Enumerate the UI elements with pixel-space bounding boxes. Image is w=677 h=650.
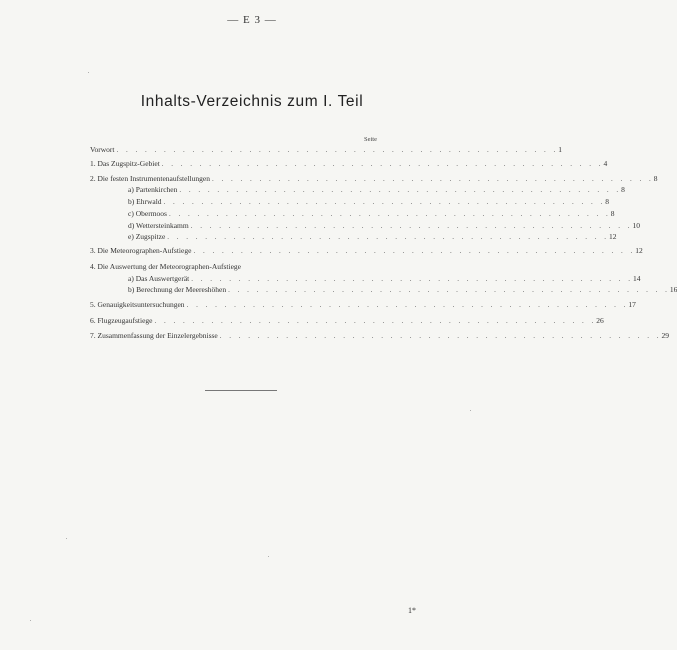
- toc-entry: [90, 245, 643, 257]
- toc-entry-label: Vorwort: [90, 145, 115, 154]
- scan-speck: [66, 538, 67, 539]
- toc-dot-leader: . . . . . . . . . . . . . . . . . . . . . . . . . . . . . . . . . . . . . . . . . . . . . . .: [167, 233, 610, 241]
- toc-dot-leader: . . . . . . . . . . . . . . . . . . . . . . . . . . . . . . . . . . . . . . . . . . . . . . .: [168, 210, 611, 218]
- toc-entry-label: b) Ehrwald: [128, 197, 162, 206]
- toc-entry-page: 12: [635, 246, 643, 255]
- toc-entry-page: 14: [632, 274, 641, 283]
- toc-entry-label: 3. Die Meteorographen-Aufstiege: [90, 246, 192, 255]
- toc-entry: [128, 196, 610, 208]
- scan-speck: [88, 72, 89, 73]
- toc-entry-page: 17: [628, 300, 636, 309]
- toc-dot-leader: . . . . . . . . . . . . . . . . . . . . . . . . . . . . . . . . . . . . . . . . . . . . . . .: [186, 301, 629, 309]
- toc-entry: [90, 261, 376, 273]
- toc-entry: [128, 231, 617, 243]
- toc-entry-page: 16: [669, 285, 677, 294]
- toc-dot-leader: . . . . . . . . . . . . . . . . . . . . . . . . . . . . . . . . . . . . . . . . . . . . . . .: [154, 317, 597, 325]
- toc-entry-label: b) Berechnung der Meereshöhen: [128, 285, 227, 294]
- toc-entry-label: a) Das Auswertgerät: [128, 274, 190, 283]
- toc-dot-leader: . . . . . . . . . . . . . . . . . . . . . . . . . . . . . . . . . . . . . . . . . . . . . . .: [211, 175, 654, 183]
- toc-entry-label: a) Partenkirchen: [128, 185, 178, 194]
- toc-dot-leader: . . . . . . . . . . . . . . . . . . . . . . . . . . . . . . . . . . . . . . . . . . . . . . .: [161, 160, 604, 168]
- toc-entry-page: 26: [596, 316, 604, 325]
- toc-entry: [90, 330, 669, 342]
- toc-entry: [128, 284, 677, 296]
- toc-entry-label: d) Wettersteinkamm: [128, 221, 189, 230]
- scan-speck: [268, 556, 269, 557]
- toc-entry-page: 12: [609, 232, 617, 241]
- toc-dot-leader: . . . . . . . . . . . . . . . . . . . . . . . . . . . . . . . . . . . . . . . . . . . . . . .: [163, 198, 606, 206]
- toc-entry-page: 1: [558, 145, 562, 154]
- toc-entry-label: 4. Die Auswertung der Meteorographen-Aufstiege: [90, 262, 241, 271]
- toc-entry-page: 4: [603, 159, 608, 168]
- toc-entry: [90, 315, 604, 327]
- toc-entry-label: c) Obermoos: [128, 209, 167, 218]
- toc-entry: [90, 144, 562, 156]
- page-column-header: Seite: [364, 136, 377, 143]
- toc-entry: [128, 184, 625, 196]
- toc-entry-label: 1. Das Zugspitz-Gebiet: [90, 159, 160, 168]
- toc-dot-leader: . . . . . . . . . . . . . . . . . . . . . . . . . . . . . . . . . . . . . . . . . . . . . . .: [116, 146, 559, 154]
- toc-entry-label: 6. Flugzeugaufstiege: [90, 316, 153, 325]
- toc-entry-label: 2. Die festen Instrumentenaufstellungen: [90, 174, 210, 183]
- separator-rule: [205, 390, 277, 391]
- toc-entry: [90, 299, 636, 311]
- toc-dot-leader: . . . . . . . . . . . . . . . . . . . . . . . . . . . . . . . . . . . . . . . . . . . . . . .: [179, 186, 622, 194]
- toc-entry-label: e) Zugspitze: [128, 232, 166, 241]
- toc-dot-leader: . . . . . . . . . . . . . . . . . . . . . . . . . . . . . . . . . . . . . . . . . . . . . . .: [228, 286, 670, 294]
- toc-dot-leader: . . . . . . . . . . . . . . . . . . . . . . . . . . . . . . . . . . . . . . . . . . . . . . .: [219, 332, 662, 340]
- scan-speck: [30, 620, 31, 621]
- printer-signature: 1*: [408, 606, 416, 615]
- toc-entry-page: 8: [653, 174, 658, 183]
- toc-entry-label: 7. Zusammenfassung der Einzelergebnisse: [90, 331, 218, 340]
- scan-speck: [470, 410, 471, 411]
- toc-entry-page: 8: [621, 185, 625, 194]
- toc-entry-page: 10: [632, 221, 640, 230]
- toc-entry-page: 8: [605, 197, 610, 206]
- page-header: — E 3 —: [227, 14, 277, 26]
- toc-entry-page: 8: [610, 209, 615, 218]
- toc-dot-leader: . . . . . . . . . . . . . . . . . . . . . . . . . . . . . . . . . . . . . . . . . . . . . . .: [193, 247, 636, 255]
- toc-entry: [90, 158, 608, 170]
- toc-dot-leader: . . . . . . . . . . . . . . . . . . . . . . . . . . . . . . . . . . . . . . . . . . . . . . .: [191, 275, 633, 283]
- toc-entry-page: 29: [661, 331, 669, 340]
- toc-entry: [128, 208, 615, 220]
- toc-entry-label: 5. Genauigkeitsuntersuchungen: [90, 300, 185, 309]
- toc-dot-leader: . . . . . . . . . . . . . . . . . . . . . . . . . . . . . . . . . . . . . . . . . . . . . . .: [190, 222, 633, 230]
- page-title: Inhalts-Verzeichnis zum I. Teil: [140, 93, 364, 110]
